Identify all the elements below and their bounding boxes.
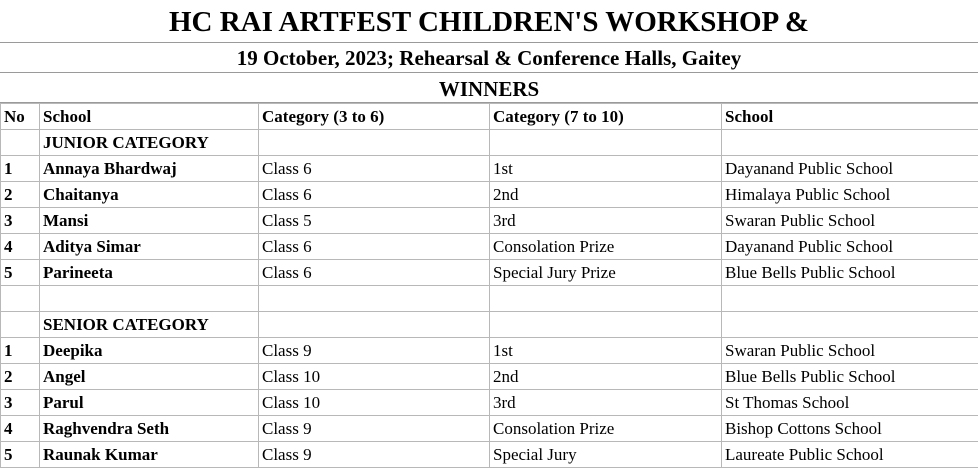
winner-prize[interactable]: 2nd xyxy=(490,364,722,390)
header-row xyxy=(1,104,978,130)
winner-class[interactable]: Class 9 xyxy=(259,416,490,442)
empty-cell[interactable] xyxy=(1,312,40,338)
table-row xyxy=(1,364,978,390)
section-row-senior xyxy=(1,312,978,338)
winner-school[interactable]: Blue Bells Public School xyxy=(722,260,978,286)
empty-cell[interactable] xyxy=(1,130,40,156)
winner-school[interactable]: Bishop Cottons School xyxy=(722,416,978,442)
winner-name[interactable]: Parineeta xyxy=(40,260,259,286)
winner-school[interactable]: St Thomas School xyxy=(722,390,978,416)
winner-name[interactable]: Raunak Kumar xyxy=(40,442,259,468)
winner-name[interactable]: Parul xyxy=(40,390,259,416)
row-number[interactable]: 5 xyxy=(1,442,40,468)
winner-prize[interactable]: Special Jury xyxy=(490,442,722,468)
table-row xyxy=(1,416,978,442)
empty-cell[interactable] xyxy=(722,286,978,312)
winner-name[interactable]: Chaitanya xyxy=(40,182,259,208)
empty-cell[interactable] xyxy=(1,286,40,312)
table-row xyxy=(1,338,978,364)
document-title: HC RAI ARTFEST CHILDREN'S WORKSHOP & xyxy=(0,0,978,43)
winner-prize[interactable]: 3rd xyxy=(490,390,722,416)
row-number[interactable]: 1 xyxy=(1,156,40,182)
row-number[interactable]: 1 xyxy=(1,338,40,364)
row-number[interactable]: 5 xyxy=(1,260,40,286)
winner-name[interactable]: Raghvendra Seth xyxy=(40,416,259,442)
winner-prize[interactable]: 1st xyxy=(490,156,722,182)
winner-class[interactable]: Class 5 xyxy=(259,208,490,234)
empty-cell[interactable] xyxy=(259,130,490,156)
winners-table xyxy=(0,103,978,468)
winner-name[interactable]: Annaya Bhardwaj xyxy=(40,156,259,182)
empty-cell[interactable] xyxy=(490,286,722,312)
row-number[interactable]: 3 xyxy=(1,390,40,416)
winner-prize[interactable]: Consolation Prize xyxy=(490,416,722,442)
row-number[interactable]: 4 xyxy=(1,234,40,260)
winner-class[interactable]: Class 6 xyxy=(259,260,490,286)
winners-heading: WINNERS xyxy=(0,73,978,103)
winner-class[interactable]: Class 9 xyxy=(259,442,490,468)
winner-school[interactable]: Blue Bells Public School xyxy=(722,364,978,390)
table-row xyxy=(1,182,978,208)
winner-class[interactable]: Class 10 xyxy=(259,364,490,390)
row-number[interactable]: 3 xyxy=(1,208,40,234)
header-cell-no[interactable]: No xyxy=(1,104,40,130)
winner-prize[interactable]: 1st xyxy=(490,338,722,364)
winner-prize[interactable]: 3rd xyxy=(490,208,722,234)
row-number[interactable]: 2 xyxy=(1,364,40,390)
row-number[interactable]: 2 xyxy=(1,182,40,208)
table-row xyxy=(1,390,978,416)
junior-category-label[interactable]: JUNIOR CATEGORY xyxy=(40,130,259,156)
winner-class[interactable]: Class 6 xyxy=(259,234,490,260)
header-cell-category-7-10[interactable]: Category (7 to 10) xyxy=(490,104,722,130)
header-cell-school[interactable]: School xyxy=(40,104,259,130)
winner-prize[interactable]: 2nd xyxy=(490,182,722,208)
empty-cell[interactable] xyxy=(40,286,259,312)
winner-school[interactable]: Laureate Public School xyxy=(722,442,978,468)
empty-cell[interactable] xyxy=(490,130,722,156)
winner-prize[interactable]: Consolation Prize xyxy=(490,234,722,260)
header-cell-category-3-6[interactable]: Category (3 to 6) xyxy=(259,104,490,130)
row-number[interactable]: 4 xyxy=(1,416,40,442)
winner-name[interactable]: Deepika xyxy=(40,338,259,364)
table-row xyxy=(1,260,978,286)
winner-name[interactable]: Aditya Simar xyxy=(40,234,259,260)
table-row xyxy=(1,442,978,468)
winner-school[interactable]: Dayanand Public School xyxy=(722,156,978,182)
empty-cell[interactable] xyxy=(490,312,722,338)
winner-class[interactable]: Class 9 xyxy=(259,338,490,364)
winner-name[interactable]: Mansi xyxy=(40,208,259,234)
table-row xyxy=(1,208,978,234)
table-row xyxy=(1,156,978,182)
section-row-junior xyxy=(1,130,978,156)
winner-name[interactable]: Angel xyxy=(40,364,259,390)
empty-cell[interactable] xyxy=(259,286,490,312)
blank-row xyxy=(1,286,978,312)
empty-cell[interactable] xyxy=(259,312,490,338)
event-date-venue: 19 October, 2023; Rehearsal & Conference Halls, Gaitey xyxy=(0,43,978,73)
winner-class[interactable]: Class 6 xyxy=(259,156,490,182)
winner-class[interactable]: Class 10 xyxy=(259,390,490,416)
winner-school[interactable]: Himalaya Public School xyxy=(722,182,978,208)
winner-class[interactable]: Class 6 xyxy=(259,182,490,208)
winner-school[interactable]: Dayanand Public School xyxy=(722,234,978,260)
table-row xyxy=(1,234,978,260)
senior-category-label[interactable]: SENIOR CATEGORY xyxy=(40,312,259,338)
winner-school[interactable]: Swaran Public School xyxy=(722,338,978,364)
empty-cell[interactable] xyxy=(722,130,978,156)
winner-school[interactable]: Swaran Public School xyxy=(722,208,978,234)
header-cell-school-name[interactable]: School xyxy=(722,104,978,130)
empty-cell[interactable] xyxy=(722,312,978,338)
winner-prize[interactable]: Special Jury Prize xyxy=(490,260,722,286)
